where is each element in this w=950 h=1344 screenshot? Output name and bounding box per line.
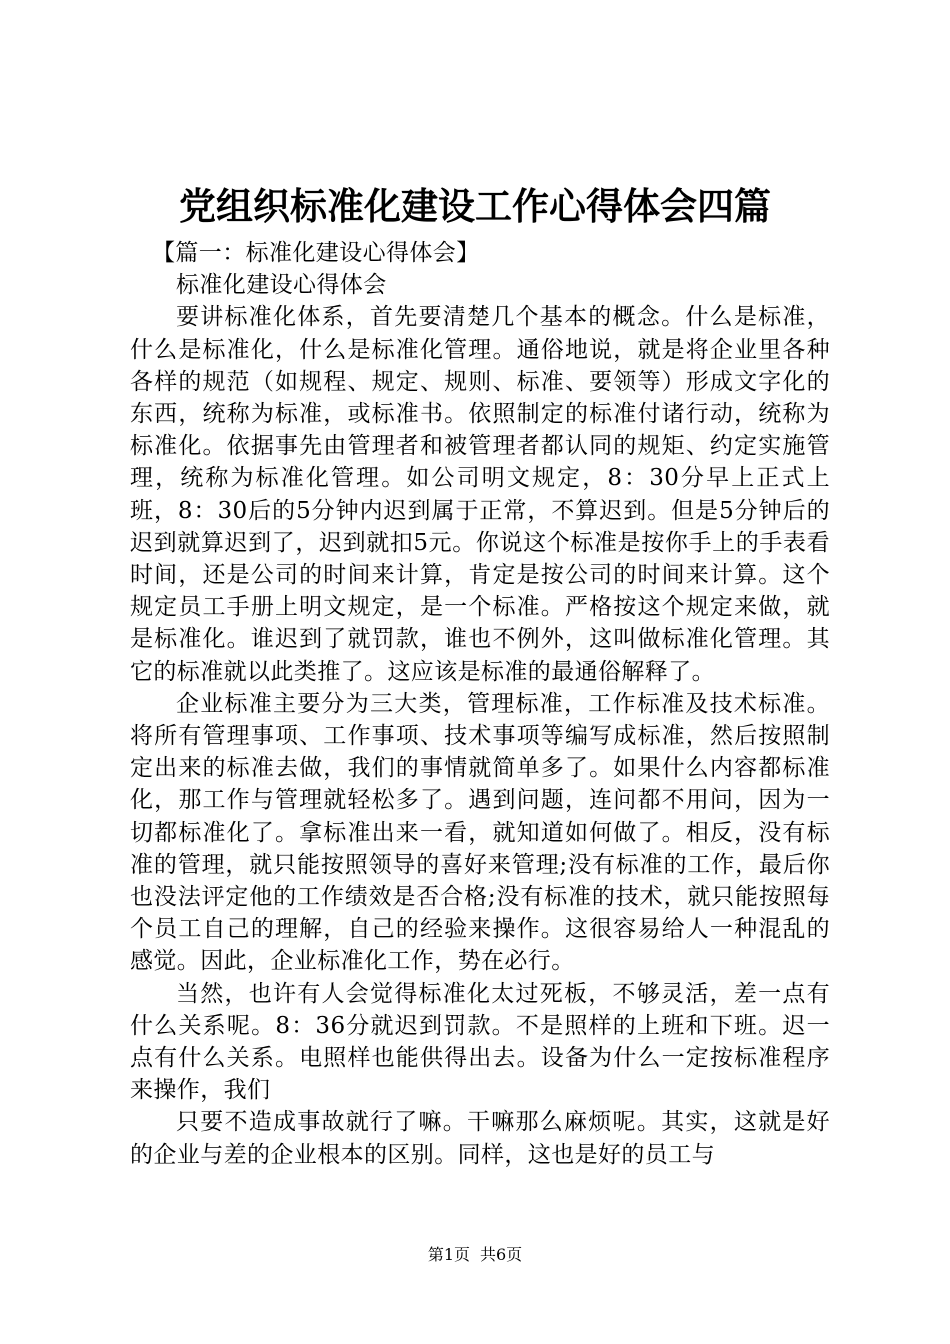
section-heading: 【篇一：标准化建设心得体会】 xyxy=(152,240,480,266)
paragraph-2: 企业标准主要分为三大类，管理标准，工作标准及技术标准。将所有管理事项、工作事项、技术事项等编写成标准，然后按照制定出来的标准去做，我们的事情就简单多了。如果什么内容都标准化，那工作与管理就轻松多了。遇到问题，连问都不用问，因为一切都标准化了。拿标准出来一看，就知道如何做了。相反，没有标准的管理，就只能按照领导的喜好来管理;没有标准的工作，最后你也没法评定他的工作绩效是否合格;没有标准的技术，就只能按照每个员工自己的理解，自己的经验来操作。这很容易给人一种混乱的感觉。因此，企业标准化工作，势在必行。 xyxy=(130,690,830,975)
paragraph-1: 要讲标准化体系，首先要清楚几个基本的概念。什么是标准，什么是标准化，什么是标准化管理。通俗地说，就是将企业里各种各样的规范（如规程、规定、规则、标准、要领等）形成文字化的东西，统称为标准，或标准书。依照制定的标准付诸行动，统称为标准化。依据事先由管理者和被管理者都认同的规矩、约定实施管理，统称为标准化管理。如公司明文规定，8：30分早上正式上班，8：30后的5分钟内迟到属于正常，不算迟到。但是5分钟后的迟到就算迟到了，迟到就扣5元。你说这个标准是按你手上的手表看时间，还是公司的时间来计算，肯定是按公司的时间来计算。这个规定员工手册上明文规定，是一个标准。严格按这个规定来做，就是标准化。谁迟到了就罚款，谁也不例外，这叫做标准化管理。其它的标准就以此类推了。这应该是标准的最通俗解释了。 xyxy=(130,304,830,685)
document-body xyxy=(130,237,830,1171)
page-number: 第1页 xyxy=(427,1245,470,1264)
page-total: 共6页 xyxy=(480,1245,523,1264)
paragraph-3: 当然，也许有人会觉得标准化太过死板，不够灵活，差一点有什么关系呢。8：36分就迟到罚款。不是照样的上班和下班。迟一点有什么关系。电照样也能供得出去。设备为什么一定按标准程序来操作，我们 xyxy=(130,980,830,1104)
section-subtitle: 标准化建设心得体会 xyxy=(176,272,387,299)
paragraph-4: 只要不造成事故就行了嘛。干嘛那么麻烦呢。其实，这就是好的企业与差的企业根本的区别。同样，这也是好的员工与 xyxy=(130,1109,830,1168)
document-title: 党组织标准化建设工作心得体会四篇 xyxy=(179,184,771,228)
page-footer xyxy=(0,1244,950,1266)
